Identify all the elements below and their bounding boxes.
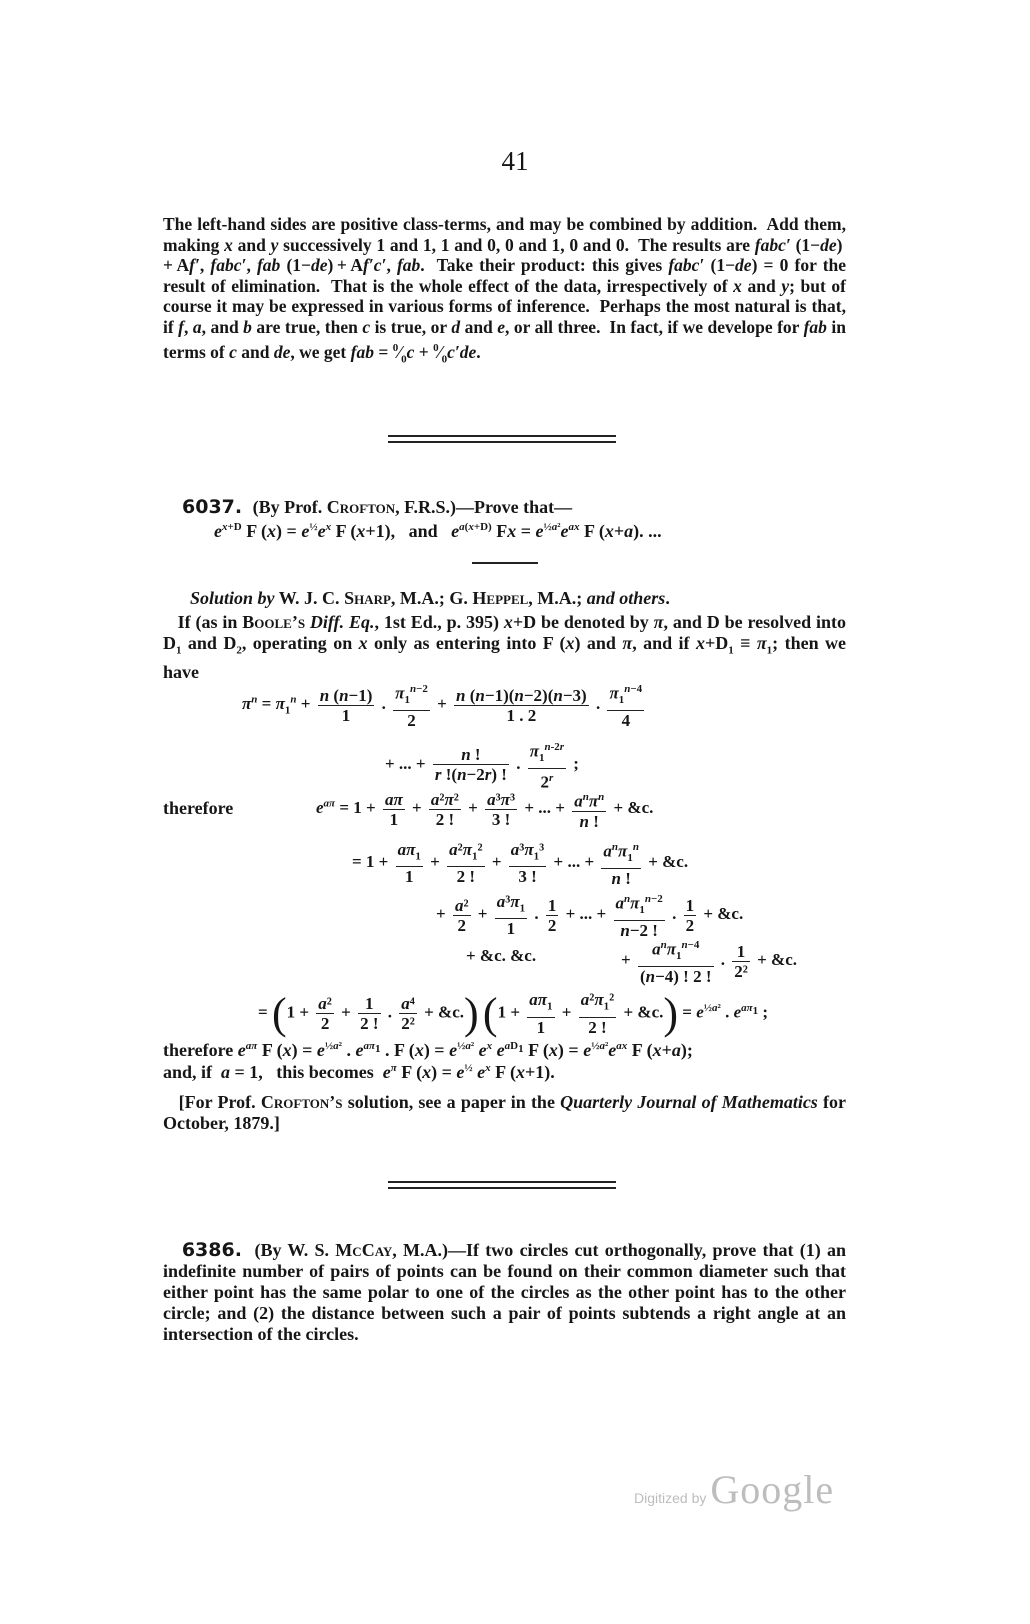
opening-paragraph: The left-hand sides are positive class-terms, and may be combined by addition. Add them, making x and y successively 1 and 1, 1 and 0, 0 and 1, 0 and 0. The results are fabc′ (1−de) + Af′, fabc′, fab (1−de) + Af′c′, fab. Take their product: this gives fabc′ (1−de) = 0 for the result of elimination. That is the whole effect of the data, irrespectively of x and y; but of course it may be expressed in various forms of inference. Perhaps the most natural is that, if f, a, and b are true, then c is true, or d and e, or all three. In fact, if we develope for fab in terms of c and de, we get fab = $^0⁄_0c$ + $^0⁄_0c'de$. bbox=[163, 214, 847, 365]
section-divider bbox=[388, 1187, 616, 1189]
pi-n-general-term: + ... + $\frac{n !}{r !(n-2r) !}$ . $\frac{\pi_1^{n-2r}}{2^r}$ ; bbox=[385, 738, 579, 792]
pi-n-expansion: $\pi^n = \pi_1^n$ + $\frac{n (n-1)}{1}$ . $\frac{\pi_1^{n-2}}{2}$ + $\frac{n (n-1)(n-2)(n-3)}{1 . 2}$ . $\frac{\pi_1^{n-4}}{4}$ bbox=[242, 680, 647, 730]
question-6386: 6386. (By W. S. McCay, M.A.)—If two circles cut orthogonally, prove that (1) an indefinite number of pairs of points can be found on their common diameter such that either point has the same polar to one of the circles as the other point has to the other circle; and (2) the distance between such a pair of points subtends a right angle at an intersection of the circles. bbox=[163, 1239, 846, 1344]
watermark-prefix: Digitized by bbox=[634, 1490, 707, 1506]
exp-line-1: $e^{a\pi} = 1$ + $\frac{a\pi}{1}$ + $\frac{\text{a²π²}}{2 !}$ + $\frac{\text{a³π³}}{3 !}$ + ... + $\frac{a^n\pi^n}{n !}$ + &c. bbox=[316, 789, 654, 831]
therefore-label: therefore bbox=[163, 798, 234, 818]
section-divider bbox=[388, 441, 616, 443]
question-6037-formula: $e^{x+D}$ F $(x) = e^{\frac{1}{2}}e^x$ F (x+1), and $e^{a(x+D)}$ $Fx = e^{\frac{1}{2}a^2}e^{ax}$ F (x+a). ... bbox=[214, 521, 662, 541]
question-author: (By Prof. Crofton, F.R.S.)—Prove that— bbox=[252, 497, 573, 517]
conclusion-line-2: and, if a = 1, this becomes $e^\pi$ F $(x) = e^{\frac{1}{2}}$ $e^x$ F (x+1). bbox=[163, 1062, 555, 1082]
page-number: 41 bbox=[501, 146, 529, 176]
question-6037-heading bbox=[182, 496, 572, 518]
section-divider bbox=[388, 1181, 616, 1183]
editor-note: [For Prof. Crofton’s solution, see a paper in the Quarterly Journal of Mathematics for October, 1879.] bbox=[163, 1092, 847, 1133]
exp-product-line: = (1 + $\frac{\text{a²}}{2}$ + $\frac{1}{2 !}$ . $\frac{\text{a⁴}}{\text{2²}}$ + &c.) (1 + $\frac{a\pi_1}{1}$ + $\frac{a^2\pi_1^2}{2 !}$ + &c.) = $e^{\frac{1}{2}a^2}$ . $e^{a\pi_1}$ ; bbox=[258, 989, 769, 1038]
solution-paragraph: If (as in Boole’s Diff. Eq., 1st Ed., p. 395) x+D be denoted by π, and D be resolved into $D_1$ and $D_2$, operating on x only as entering into F (x) and π, and if $x+D_1 \equiv \pi_1$; then we have bbox=[163, 612, 846, 682]
short-rule bbox=[472, 562, 538, 564]
question-number: 6037. bbox=[182, 496, 243, 518]
exp-line-3: + $\frac{\text{a²}}{2}$ + $\frac{a^3\pi_1}{1}$ . $\frac{1}{2}$ + ... + $\frac{a^n\pi_1^{n-2}}{n-2 !}$ . $\frac{1}{2}$ + &c. bbox=[436, 891, 744, 941]
exp-line-4-left: + &c. &c. bbox=[466, 946, 537, 965]
conclusion-line-1: therefore $e^{a\pi}$ F $(x) = e^{\frac{1}{2}a^2}$ . $e^{a\pi_1}$ . F $(x) = e^{\frac{1}{2}a^2}$ $e^x$ $e^{aD_1}$ F $(x) = e^{\frac{1}{2}a^2}e^{ax}$ F (x+a); bbox=[163, 1040, 693, 1060]
exp-line-2: = 1 + $\frac{a\pi_1}{1}$ + $\frac{a^2\pi_1^2}{2 !}$ + $\frac{a^3\pi_1^3}{3 !}$ + ... + $\frac{a^n\pi_1^n}{n !}$ + &c. bbox=[352, 839, 689, 889]
google-logo: Google bbox=[710, 1467, 835, 1512]
exp-line-4-right: + $\frac{a^n\pi_1^{n-4}}{(n-4) ! 2 !}$ . $\frac{1}{\text{2²}}$ + &c. bbox=[621, 936, 797, 986]
digitized-by-google-watermark bbox=[634, 1466, 834, 1513]
section-divider bbox=[388, 435, 616, 437]
question-number: 6386. bbox=[181, 1239, 242, 1261]
solution-by: Solution by W. J. C. Sharp, M.A.; G. Heppel, M.A.; and others. bbox=[190, 588, 670, 608]
